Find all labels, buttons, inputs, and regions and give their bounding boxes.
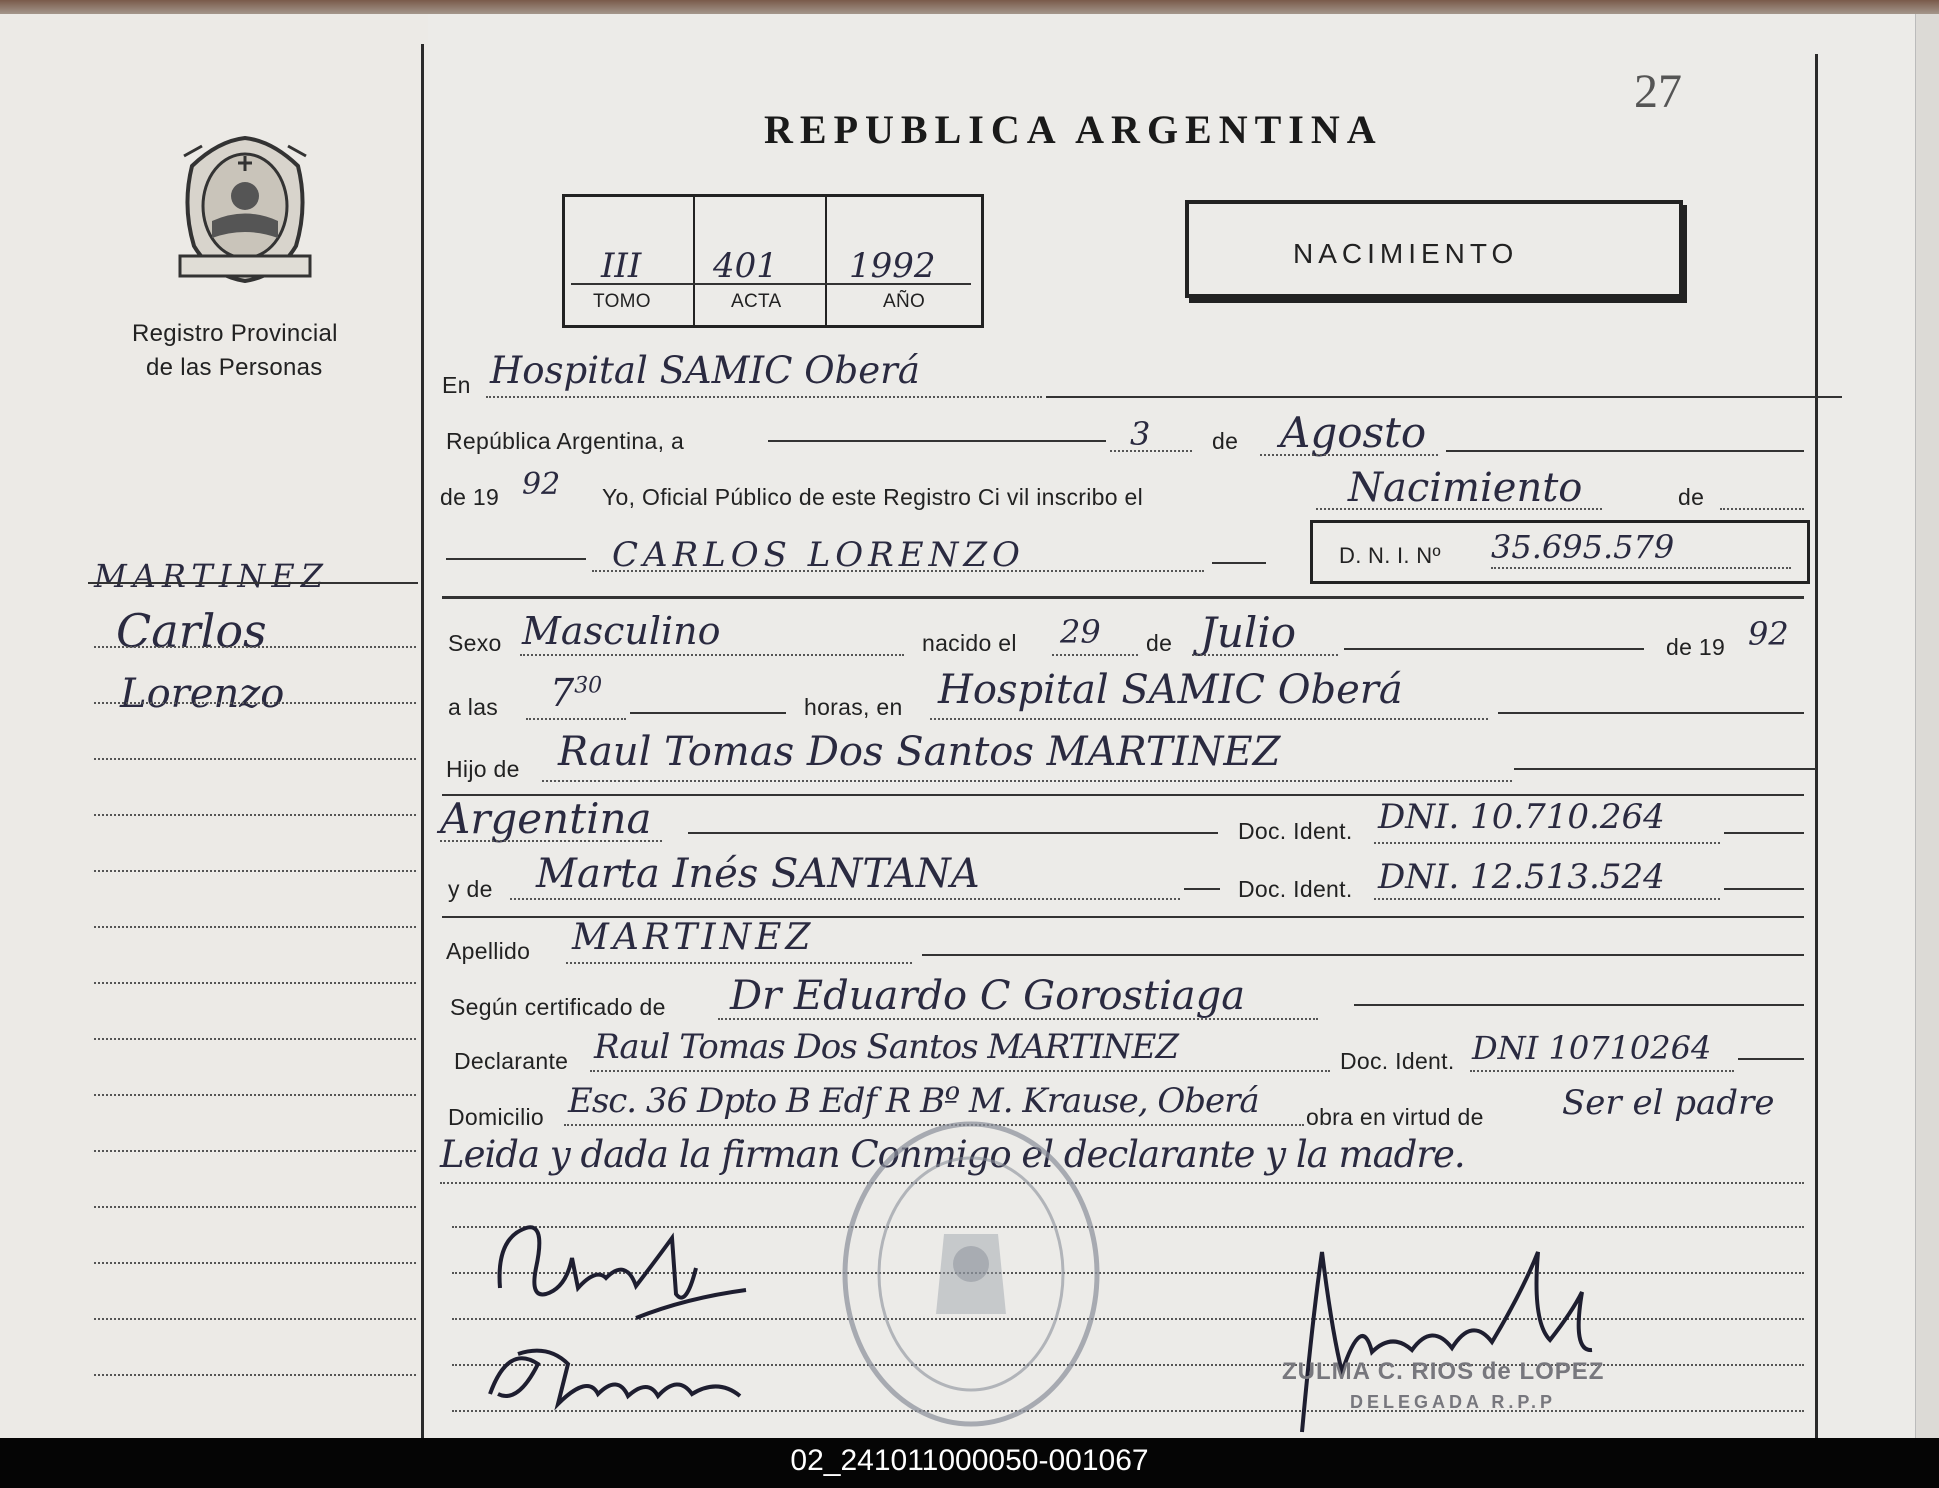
anio-label: AÑO — [883, 291, 926, 312]
sidebar-surname-rule — [88, 582, 418, 584]
de-label-1: de — [1212, 428, 1239, 454]
birth-year: 92 — [1748, 615, 1789, 653]
dni-label: D. N. I. Nº — [1339, 543, 1441, 568]
record-type-box — [1185, 200, 1683, 298]
officer-stamp-title: DELEGADA R.P.P — [1350, 1392, 1557, 1412]
oficial-statement: Yo, Oficial Público de este Registro Ci vil inscribo el — [602, 484, 1144, 510]
segun-label: Según certificado de — [450, 994, 666, 1020]
hijo-label: Hijo de — [446, 756, 520, 782]
file-caption: 02_241011000050-001067 — [790, 1444, 1149, 1477]
obra-label: obra en virtud de — [1306, 1104, 1484, 1130]
mother-name: Marta Inés SANTANA — [536, 851, 980, 897]
sex-value: Masculino — [522, 609, 721, 653]
year-prefix: de 19 — [440, 484, 500, 510]
declarant-document: DNI 10710264 — [1472, 1029, 1712, 1067]
horas-label: horas, en — [804, 694, 903, 720]
a-las-label: a las — [448, 694, 499, 720]
doctor-name: Dr Eduardo C Gorostiaga — [730, 973, 1246, 1019]
sidebar — [0, 14, 428, 1438]
father-document: DNI. 10.710.264 — [1378, 797, 1665, 837]
registration-month: Agosto — [1280, 408, 1427, 457]
birth-year-prefix: de 19 — [1666, 634, 1726, 660]
act-type: Nacimiento — [1348, 465, 1583, 511]
child-name: CARLOS LORENZO — [612, 535, 1025, 575]
nacido-label: nacido el — [922, 630, 1017, 656]
doc-ident-label-2: Doc. Ident. — [1238, 876, 1353, 902]
tomo-label: TOMO — [593, 291, 651, 312]
next-sheet-edge — [1915, 14, 1939, 1438]
de-label-2: de — [1678, 484, 1705, 510]
dni-box — [1310, 520, 1810, 584]
official-seal-stamp-icon — [836, 1114, 1106, 1434]
en-label: En — [442, 372, 471, 398]
domicilio-label: Domicilio — [448, 1104, 544, 1130]
anio-value: 1992 — [849, 246, 936, 286]
sidebar-given-name-1: Carlos — [116, 604, 267, 658]
sidebar-surname: MARTINEZ — [94, 557, 329, 595]
birth-minutes: 30 — [574, 673, 603, 699]
domicile-value: Esc. 36 Dpto B Edf R Bº M. Krause, Oberá — [568, 1081, 1259, 1121]
page-title: REPUBLICA ARGENTINA — [764, 107, 1383, 152]
record-type: NACIMIENTO — [1293, 238, 1519, 269]
registration-day: 3 — [1130, 415, 1151, 453]
apellido-label: Apellido — [446, 938, 531, 964]
left-margin-rule — [421, 44, 424, 1438]
sexo-label: Sexo — [448, 630, 502, 656]
apellido-value: MARTINEZ — [572, 917, 815, 958]
reference-box — [562, 194, 984, 328]
father-name: Raul Tomas Dos Santos MARTINEZ — [558, 729, 1281, 775]
acta-value: 401 — [713, 246, 778, 286]
mother-document: DNI. 12.513.524 — [1378, 857, 1665, 897]
provincial-seal-icon — [172, 126, 318, 286]
registry-name-line1: Registro Provincial — [132, 320, 338, 347]
officer-signature-icon — [1282, 1232, 1642, 1452]
father-nationality: Argentina — [440, 794, 652, 843]
doc-ident-label-3: Doc. Ident. — [1340, 1048, 1455, 1074]
birth-day: 29 — [1060, 613, 1101, 651]
declarant-name: Raul Tomas Dos Santos MARTINEZ — [594, 1027, 1179, 1067]
child-dni: 35.695.579 — [1491, 528, 1675, 566]
y-de-label: y de — [448, 876, 493, 902]
closing-statement: Leida y dada la firman Conmigo el declarante y la madre. — [440, 1133, 1465, 1176]
page-number: 27 — [1634, 65, 1682, 118]
tomo-value: III — [601, 246, 642, 286]
declarante-label: Declarante — [454, 1048, 569, 1074]
birth-place: Hospital SAMIC Oberá — [938, 667, 1403, 713]
registry-name-line2: de las Personas — [146, 354, 323, 381]
birth-hour: $7^{30}$ — [550, 671, 603, 715]
officer-stamp-name: ZULMA C. RIOS de LOPEZ — [1282, 1358, 1605, 1385]
registration-year: 92 — [522, 467, 561, 502]
place-of-registration: Hospital SAMIC Oberá — [490, 349, 920, 392]
de-label-3: de — [1146, 630, 1173, 656]
declarant-signature-icon — [486, 1198, 756, 1328]
mother-signature-icon — [478, 1334, 748, 1424]
birth-month: Julio — [1200, 608, 1297, 657]
ledger-page — [0, 14, 1939, 1438]
acta-label: ACTA — [731, 291, 782, 312]
doc-ident-label-1: Doc. Ident. — [1238, 818, 1353, 844]
sidebar-given-name-2: Lorenzo — [120, 671, 285, 717]
right-margin-rule — [1815, 54, 1818, 1438]
caption-bar — [0, 1438, 1939, 1488]
obra-value: Ser el padre — [1562, 1083, 1775, 1123]
republica-label: República Argentina, a — [446, 428, 685, 454]
